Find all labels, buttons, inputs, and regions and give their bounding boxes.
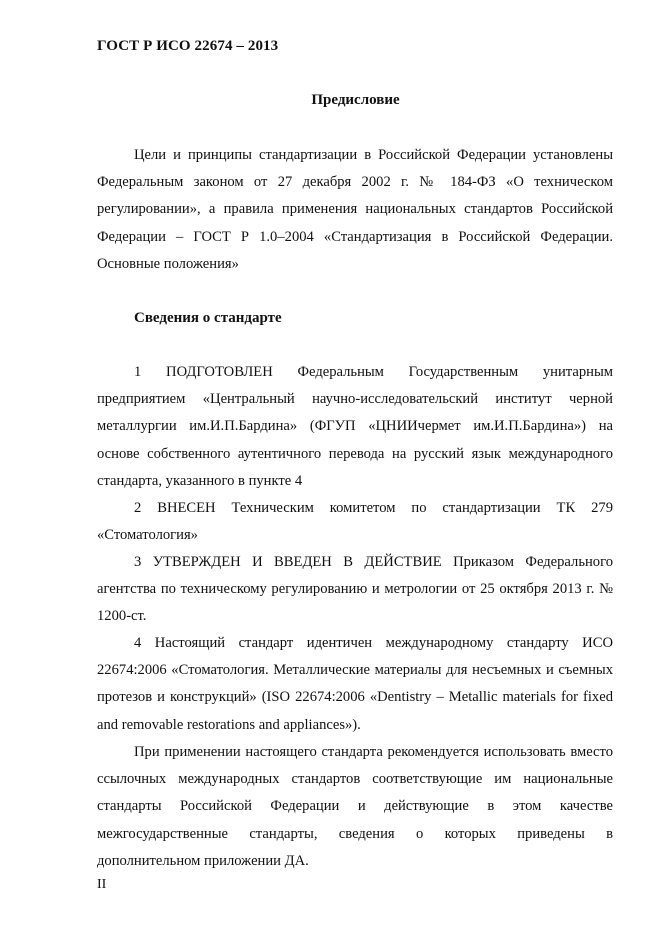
standard-info-item-4: 4 Настоящий стандарт идентичен международному стандарту ИСО 22674:2006 «Стоматология. Металлические материалы для несъемных и съемных протезов и конструкций» (ISO 22674:2006 «Dentistry – Metallic materials for fixed and removable restorations and appliances»). (97, 635, 613, 733)
foreword-paragraph: Цели и принципы стандартизации в Российской Федерации установлены Федеральным законом от 27 декабря 2002 г. № 184-ФЗ «О техническом регулировании», а правила применения национальных стандартов Российской Федерации – ГОСТ Р 1.0–2004 «Стандартизация в Российской Федерации. Основные положения» (97, 147, 613, 272)
document-header-code: ГОСТ Р ИСО 22674 – 2013 (97, 38, 279, 54)
page-number: II (97, 877, 107, 892)
standard-info-item-1: 1 ПОДГОТОВЛЕН Федеральным Государственным унитарным предприятием «Центральный научно-исследовательский институт черной металлургии им.И.П.Бардина» (ФГУП «ЦНИИчермет им.И.П.Бардина») на основе собственного аутентичного перевода на русский язык международного стандарта, указанного в пункте 4 (97, 364, 613, 489)
standard-info-item-2: 2 ВНЕСЕН Техническим комитетом по стандартизации ТК 279 «Стоматология» (97, 500, 613, 544)
standard-info-title: Сведения о стандарте (134, 310, 282, 326)
standard-info-note: При применении настоящего стандарта рекомендуется использовать вместо ссылочных международных стандартов соответствующие им национальные стандарты Российской Федерации и действующие в этом качестве межгосударственные стандарты, сведения о которых приведены в дополнительном приложении ДА. (97, 744, 613, 869)
foreword-title: Предисловие (311, 92, 400, 108)
standard-info-item-3: 3 УТВЕРЖДЕН И ВВЕДЕН В ДЕЙСТВИЕ Приказом Федерального агентства по техническому регулированию и метрологии от 25 октября 2013 г. № 1200-ст. (97, 554, 613, 625)
